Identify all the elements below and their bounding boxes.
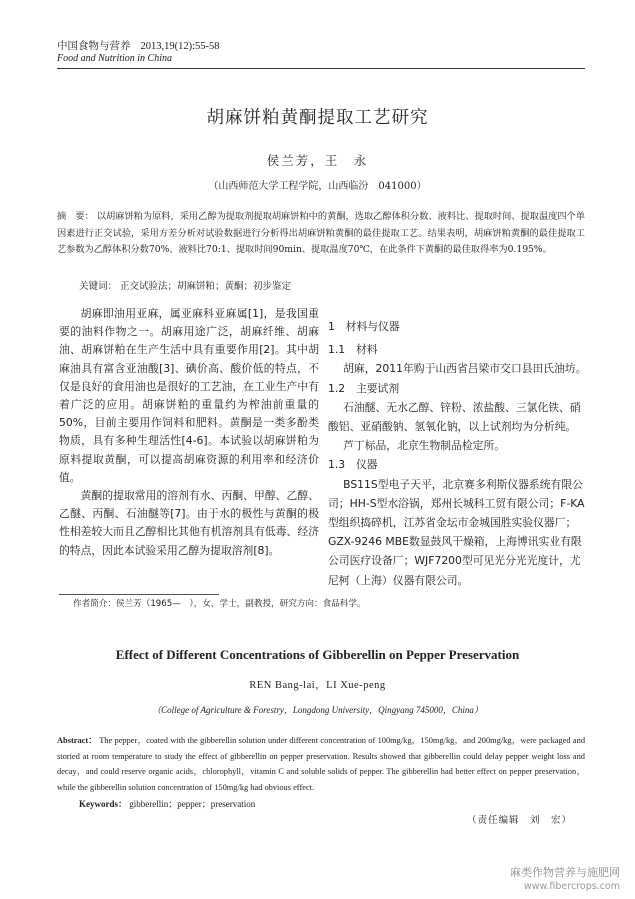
english-abstract: Abstract： The pepper，coated with the gibberellin solution under different concentration of 100mg/kg，150mg/kg，and 200mg/kg，were packaged and storied at room temperature to study the effect of gibberellin on pepper preservation. Results showed that gibberellin could delay pepper weight loss and decay，and could reserve organic acids，chlorophyll，vitamin C and soluble solids of pepper. The gibberellin had better effect on pepper preservation，while the gibberellin solution concentration of 150mg/kg had obvious effect. (57, 736, 586, 792)
journal-name-cn: 中国食物与营养 (57, 40, 131, 52)
keywords-label: 关键词： (79, 281, 118, 292)
subsection-heading: 1.2 主要试剂 (328, 381, 400, 395)
body-paragraph: 胡麻，2011年购于山西省吕梁市交口县田氏油坊。 (343, 362, 587, 376)
abstract-label: 摘 要： (57, 211, 94, 222)
english-keywords: Keywords： gibberellin；pepper；preservation (79, 799, 256, 809)
english-abstract-text: The pepper，coated with the gibberellin solution under different concentration of 100mg/kg，150mg/kg，and 200mg/kg，were packaged and storied at room temperature to study the effect of gibberellin on pepper preservation. Results showed that gibberellin could delay pepper weight loss and decay，and could reserve organic acids，chlorophyll，vitamin C and soluble solids of pepper. The gibberellin had better effect on pepper preservation，while the gibberellin solution concentration of 150mg/kg had obvious effect. (57, 736, 586, 792)
journal-header (57, 38, 220, 53)
subsection-heading: 1.1 材料 (328, 343, 378, 357)
journal-name-en: Food and Nutrition in China (57, 53, 173, 64)
abstract-text: 以胡麻饼粕为原料，采用乙醇为提取剂提取胡麻饼粕中的黄酮，选取乙醇体积分数、液料比、提取时间、提取温度四个单因素进行正交试验，采用方差分析对试验数据进行分析得出胡麻饼粕黄酮的最佳提取工艺。结果表明，胡麻饼粕黄酮的最佳提取工艺参数为乙醇体积分数70%、液料比70:1、提取时间90min、提取温度70℃，在此条件下黄酮的最佳取得率为0.195%。 (57, 211, 586, 255)
english-keywords-label: Keywords (79, 799, 118, 809)
body-left-column (59, 305, 319, 560)
paper-authors: 侯兰芳，王 永 (266, 153, 369, 168)
english-keywords-text: gibberellin；pepper；preservation (129, 799, 256, 809)
watermark-url: www.fibercrops.com (523, 881, 620, 892)
keywords (79, 278, 291, 292)
english-authors: REN Bang-lai，LI Xue-peng (249, 680, 386, 691)
keywords-text: 正交试验法；胡麻饼粕；黄酮；初步鉴定 (120, 281, 292, 292)
watermark-cn: 麻类作物营养与施肥网 (510, 866, 620, 879)
paper-affiliation: （山西师范大学工程学院，山西临汾 041000） (208, 181, 427, 192)
paper-title: 胡麻饼粕黄酮提取工艺研究 (206, 108, 429, 128)
english-abstract-label: Abstract (57, 736, 89, 745)
journal-issue: 2013,19(12):55-58 (140, 41, 220, 52)
footnote-rule (59, 594, 219, 595)
body-right-column (328, 317, 590, 590)
editor-note: （责任编辑 刘 宏） (467, 815, 573, 826)
subsection-heading: 1.3 仪器 (328, 458, 378, 472)
watermark (500, 866, 620, 894)
author-footnote: 作者简介：侯兰芳（1965— ），女，学士，副教授，研究方向：食品科学。 (73, 599, 366, 609)
english-affiliation: （College of Agriculture & Forestry，Longdong University，Qingyang 745000，China） (152, 705, 483, 715)
header-rule (57, 68, 585, 69)
body-paragraph: 芦丁标品，北京生物制品检定所。 (343, 439, 506, 453)
section-heading: 1 材料与仪器 (328, 320, 400, 333)
body-paragraph: BS11S型电子天平，北京赛多利斯仪器系统有限公司；HH-S型水浴锅，郑州长城科工贸有限公司；F-KA型组织捣碎机，江苏省金坛市金城国胜实验仪器厂；GZX-9246 MBE数显鼓风干燥箱，上海博讯实业有限公司医疗设备厂；WJF7200型可见光分光光度计，尤尼柯（上海）仪器有限公司。 (328, 477, 585, 587)
english-title: Effect of Different Concentrations of Gibberellin on Pepper Preservation (115, 647, 520, 662)
body-paragraph: 胡麻即油用亚麻，属亚麻科亚麻属[1]，是我国重要的油料作物之一。胡麻用途广泛，胡麻纤维、胡麻油、胡麻饼粕在生产生活中具有重要作用[2]。其中胡麻油具有富含亚油酸[3]、碘价高、酸价低的特点，不仅是良好的食用油也是很好的工艺油，在工业生产中有着广泛的应用。胡麻饼粕的重量约为榨油前重量的50%，目前主要用作饲料和肥料。黄酮是一类多酚类物质，具有多种生理活性[4-6]。本试验以胡麻饼粕为原料提取黄酮，可以提高胡麻资源的利用率和经济价值。 (59, 307, 319, 484)
body-paragraph: 黄酮的提取常用的溶剂有水、丙酮、甲醇、乙醇、乙醚、丙酮、石油醚等[7]。由于水的极性与黄酮的极性相差较大而且乙醇相比其他有机溶剂具有低毒、经济的特点，因此本试验采用乙醇为提取溶剂[8]。 (59, 489, 319, 557)
abstract (57, 209, 585, 259)
body-paragraph: 石油醚、无水乙醇、锌粉、浓盐酸、三氯化铁、硝酸铝、亚硝酸钠、氢氧化钠，以上试剂均为分析纯。 (328, 400, 581, 434)
